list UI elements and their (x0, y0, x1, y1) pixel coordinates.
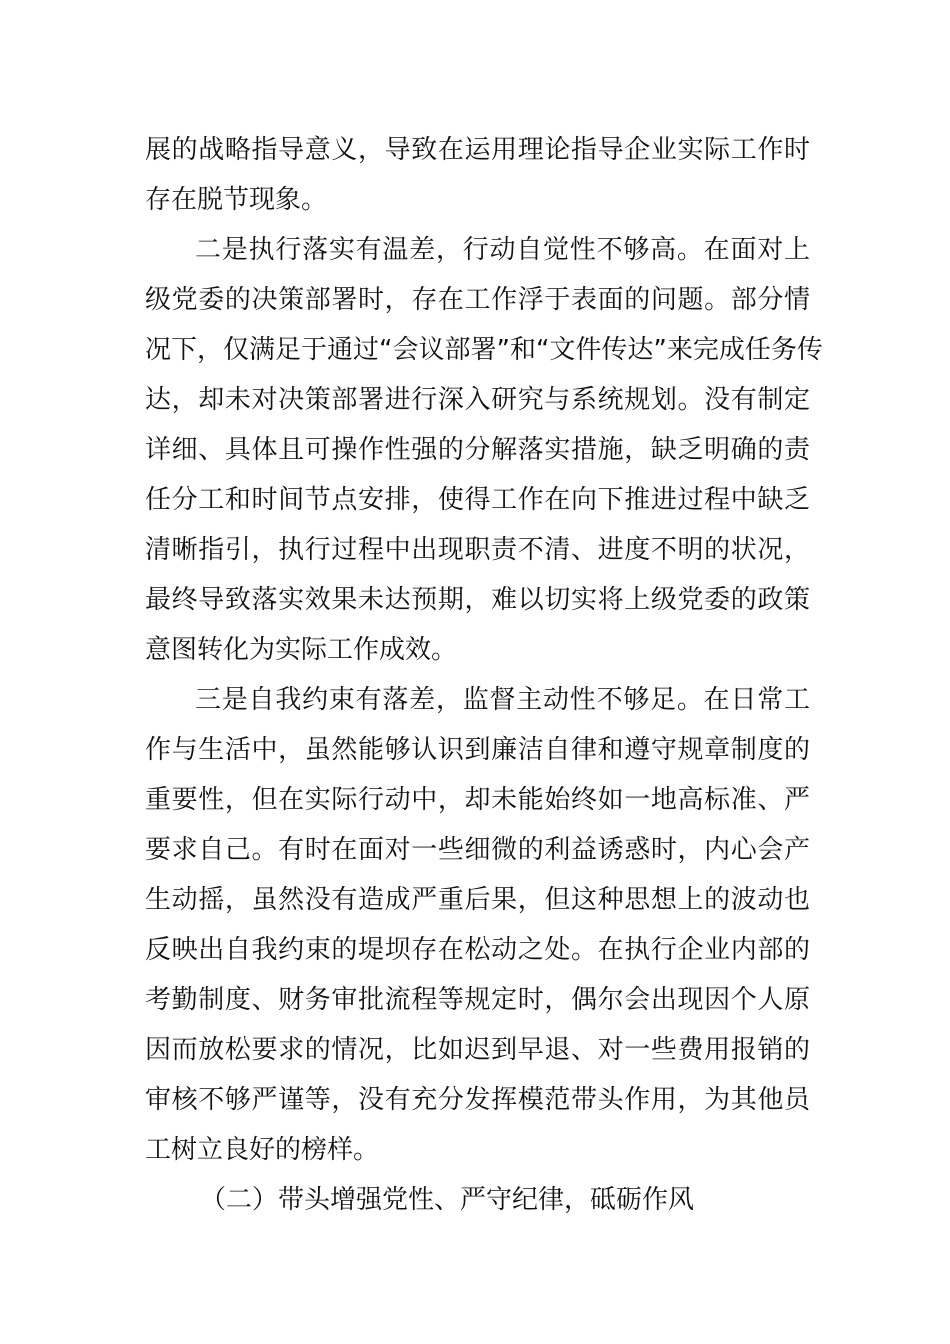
paragraph-line: 展的战略指导意义，导致在运用理论指导企业实际工作时 (145, 135, 810, 165)
paragraph-line: 达，却未对决策部署进行深入研究与系统规划。没有制定 (145, 385, 810, 415)
paragraph-line: 重要性，但在实际行动中，却未能始终如一地高标准、严 (145, 785, 810, 815)
paragraph-line: 反映出自我约束的堤坝存在松动之处。在执行企业内部的 (145, 935, 810, 965)
paragraph-line: 意图转化为实际工作成效。 (145, 635, 458, 665)
paragraph-line: 因而放松要求的情况，比如迟到早退、对一些费用报销的 (145, 1035, 810, 1065)
paragraph-line: 工树立良好的榜样。 (145, 1135, 380, 1165)
paragraph-line: 任分工和时间节点安排，使得工作在向下推进过程中缺乏 (145, 485, 810, 515)
paragraph-line: 详细、具体且可操作性强的分解落实措施，缺乏明确的责 (145, 435, 810, 465)
paragraph-line: 要求自己。有时在面对一些细微的利益诱惑时，内心会产 (145, 835, 810, 865)
paragraph-line: 三是自我约束有落差，监督主动性不够足。在日常工 (195, 685, 810, 715)
paragraph-line: 生动摇，虽然没有造成严重后果，但这种思想上的波动也 (145, 885, 810, 915)
paragraph-line: 考勤制度、财务审批流程等规定时，偶尔会出现因个人原 (145, 985, 810, 1015)
section-heading: （二）带头增强党性、严守纪律，砥砺作风 (200, 1185, 695, 1215)
paragraph-line: 二是执行落实有温差，行动自觉性不够高。在面对上 (195, 235, 810, 265)
paragraph-line: 审核不够严谨等，没有充分发挥模范带头作用，为其他员 (145, 1085, 810, 1115)
paragraph-line: 清晰指引，执行过程中出现职责不清、进度不明的状况， (145, 535, 810, 565)
paragraph-line: 作与生活中，虽然能够认识到廉洁自律和遵守规章制度的 (145, 735, 810, 765)
paragraph-line: 最终导致落实效果未达预期，难以切实将上级党委的政策 (145, 585, 810, 615)
paragraph-line: 况下，仅满足于通过“会议部署”和“文件传达”来完成任务传 (145, 335, 823, 365)
paragraph-line: 级党委的决策部署时，存在工作浮于表面的问题。部分情 (145, 285, 810, 315)
paragraph-line: 存在脱节现象。 (145, 185, 328, 215)
